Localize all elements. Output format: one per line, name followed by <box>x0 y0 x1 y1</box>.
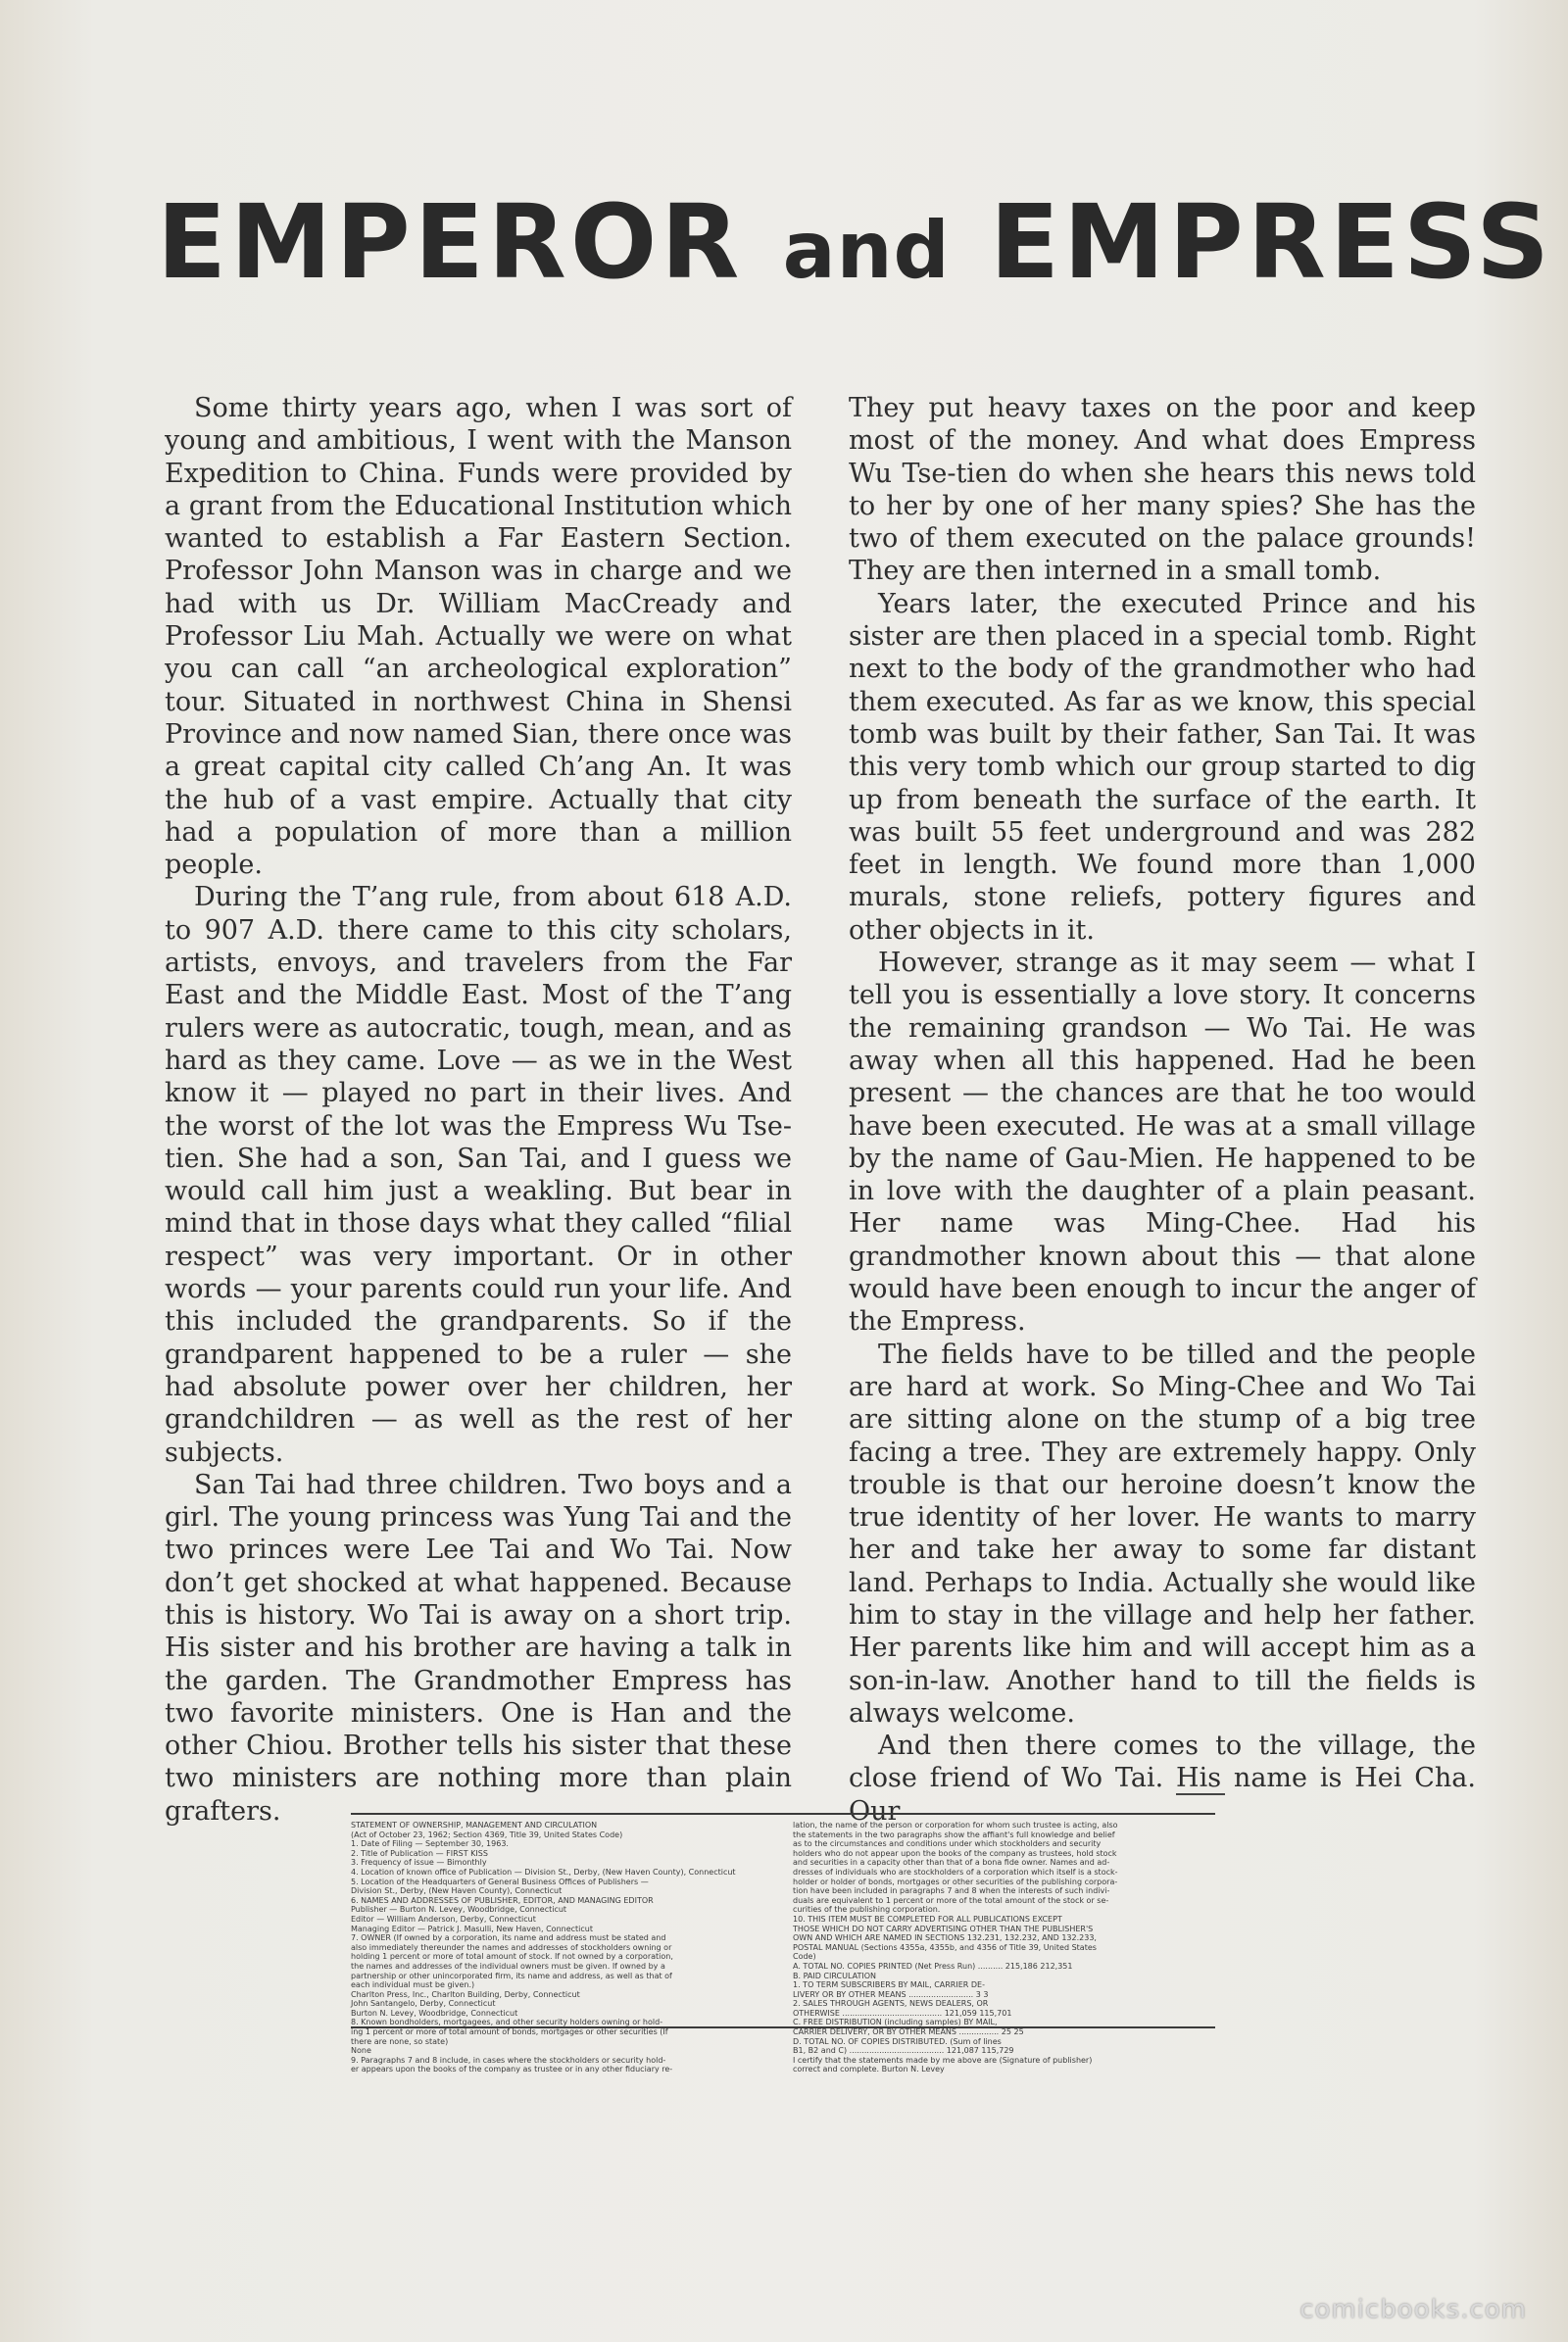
paragraph: Years later, the executed Prince and his sister are then placed in a special tomb. Right next to the body of the grandmother who had them executed. As far as we know, this special tomb was built by their father, San Tai. It was this very tomb which our group started to dig up from beneath the surface of the earth. It was built 55 feet underground and was 282 feet in length. We found more than 1,000 murals, stone reliefs, pottery figures and other objects in it. <box>849 588 1476 946</box>
statement-line: the statements in the two paragraphs show the affiant's full knowledge and belief <box>793 1830 1115 1839</box>
paragraph: They put heavy taxes on the poor and keep most of the money. And what does Empress Wu Tse-tien do when she hears this news told to her by one of her many spies? She has the two of them executed on the palace grounds! They are then interned in a small tomb. <box>849 393 1476 587</box>
paragraph: And then there comes to the village, the close friend of Wo Tai. His name is Hei Cha. Our <box>849 1731 1476 1827</box>
statement-line: 1. TO TERM SUBSCRIBERS BY MAIL, CARRIER DE- <box>793 1980 985 1990</box>
statement-line: also immediately thereunder the names and addresses of stockholders owning or <box>351 1942 672 1952</box>
title-word-and: and <box>782 205 951 296</box>
title-word-emperor: EMPEROR <box>157 182 744 302</box>
statement-line: 2. SALES THROUGH AGENTS, NEWS DEALERS, OR <box>793 1999 989 2009</box>
statement-line: A. TOTAL NO. COPIES PRINTED (Net Press Run) .......... 215,186 212,351 <box>793 1961 1073 1971</box>
statement-line: the names and addresses of the individual owners must be given. If owned by a <box>351 1961 665 1971</box>
statement-line: er appears upon the books of the company as trustee or in any other fiduciary re- <box>351 2065 673 2074</box>
statement-line: None <box>351 2046 371 2056</box>
statement-line: Charlton Press, Inc., Charlton Building, Derby, Connecticut <box>351 1989 580 1999</box>
statement-line: LIVERY OR BY OTHER MEANS .......................... 3 3 <box>793 1989 989 1999</box>
statement-line: Managing Editor — Patrick J. Masulli, New Haven, Connecticut <box>351 1924 593 1933</box>
statement-line: THOSE WHICH DO NOT CARRY ADVERTISING OTHER THAN THE PUBLISHER'S <box>793 1924 1094 1933</box>
paragraph: During the T’ang rule, from about 618 A.D. to 907 A.D. there came to this city scholars, artists, envoys, and travelers from the Far East and the Middle East. Most of the T’ang rulers were as autocratic, tough, mean, and as hard as they came. Love — as we in the West know it — played no part in their lives. And the worst of the lot was the Empress Wu Tse-tien. She had a son, San Tai, and I guess we would call him just a weakling. But bear in mind that in those days what they called “filial respect” was very important. Or in other words — your parents could run your life. And this included the grandparents. So if the grandparent happened to be a ruler — she had absolute power over her children, her grandchildren — as well as the rest of her subjects. <box>165 882 792 1468</box>
statement-line: as to the circumstances and conditions under which stockholders and security <box>793 1839 1102 1849</box>
statement-line: Burton N. Levey, Woodbridge, Connecticut <box>351 2008 518 2018</box>
statement-line: dresses of individuals who are stockholders of a corporation which itself is a stock- <box>793 1867 1118 1877</box>
paragraph: Some thirty years ago, when I was sort of young and ambitious, I went with the Manson Expedition to China. Funds were provided by a grant from the Educational Institution which wanted to establish a Far Eastern Section. Professor John Manson was in charge and we had with us Dr. William MacCready and Professor Liu Mah. Actually we were on what you can call “an archeological exploration” tour. Situated in northwest China in Shensi Province and now named Sian, there once was a great capital city called Ch’ang An. It was the hub of a vast empire. Actually that city had a population of more than a million people. <box>165 393 792 881</box>
statement-line: 9. Paragraphs 7 and 8 include, in cases where the stockholders or security hold- <box>351 2055 666 2065</box>
statement-line: John Santangelo, Derby, Connecticut <box>351 1999 496 2009</box>
statement-line: partnership or other unincorporated firm, its name and address, as well as that of <box>351 1971 672 1980</box>
statement-line: holder or holder of bonds, mortgages or other securities of the publishing corpora- <box>793 1877 1118 1886</box>
statement-line: and securities in a capacity other than that of a bona fide owner. Names and ad- <box>793 1858 1110 1868</box>
statement-right-column <box>793 1821 1215 2074</box>
divider <box>1176 1793 1225 1795</box>
statement-line: STATEMENT OF OWNERSHIP, MANAGEMENT AND CIRCULATION <box>351 1821 598 1830</box>
statement-line: OTHERWISE ........................................ 121,059 115,701 <box>793 2008 1012 2018</box>
statement-line: 10. THIS ITEM MUST BE COMPLETED FOR ALL PUBLICATIONS EXCEPT <box>793 1914 1062 1924</box>
statement-line: duals are equivalent to 1 percent or more of the total amount of the stock or se- <box>793 1895 1109 1905</box>
statement-line: Publisher — Burton N. Levey, Woodbridge, Connecticut <box>351 1905 567 1915</box>
statement-line: CARRIER DELIVERY, OR BY OTHER MEANS ................ 25 25 <box>793 2027 1024 2037</box>
statement-line: there are none, so state) <box>351 2036 449 2046</box>
statement-line: Editor — William Anderson, Derby, Connecticut <box>351 1914 536 1924</box>
statement-line: Division St., Derby, (New Haven County), Connecticut <box>351 1886 563 1896</box>
site-watermark: comicbooks.com <box>1299 2295 1527 2324</box>
statement-line: 4. Location of known office of Publication — Division St., Derby, (New Haven County), Connecticut <box>351 1867 736 1877</box>
statement-line: B. PAID CIRCULATION <box>793 1971 876 1980</box>
statement-line: 8. Known bondholders, mortgagees, and other security holders owning or hold- <box>351 2018 663 2027</box>
title-word-empress: EMPRESS <box>990 182 1554 302</box>
statement-line: I certify that the statements made by me above are (Signature of publisher) <box>793 2055 1093 2065</box>
statement-left-column <box>351 1821 773 2074</box>
statement-line: correct and complete. Burton N. Levey <box>793 2065 945 2074</box>
paragraph: San Tai had three children. Two boys and a girl. The young princess was Yung Tai and the two princes were Lee Tai and Wo Tai. Now don’t get shocked at what happened. Because this is history. Wo Tai is away on a short trip. His sister and his brother are having a talk in the garden. The Grandmother Empress has two favorite ministers. One is Han and the other Chiou. Brother tells his sister that these two ministers are nothing more than plain grafters. <box>165 1469 792 1827</box>
ownership-statement <box>351 1813 1215 2074</box>
paragraph: The fields have to be tilled and the people are hard at work. So Ming-Chee and Wo Tai are sitting alone on the stump of a big tree facing a tree. They are extremely happy. Only trouble is that our heroine doesn’t know the true identity of her lover. He wants to marry her and take her away to some far distant land. Perhaps to India. Actually she would like him to stay in the village and help her father. Her parents like him and will accept him as a son-in-law. Another hand to till the fields is always welcome. <box>849 1339 1476 1729</box>
left-text-column <box>165 392 792 1828</box>
statement-line: each individual must be given.) <box>351 1980 475 1990</box>
statement-line: 1. Date of Filing — September 30, 1963. <box>351 1839 509 1849</box>
statement-line: (Act of October 23, 1962; Section 4369, Title 39, United States Code) <box>351 1830 623 1839</box>
statement-line: POSTAL MANUAL (Sections 4355a, 4355b, and 4356 of Title 39, United States <box>793 1942 1097 1952</box>
statement-line: lation, the name of the person or corporation for whom such trustee is acting, also <box>793 1821 1118 1830</box>
right-text-column <box>849 392 1476 1828</box>
statement-line: curities of the publishing corporation. <box>793 1905 941 1915</box>
statement-line: 7. OWNER (If owned by a corporation, its name and address must be stated and <box>351 1933 666 1943</box>
statement-line: C. FREE DISTRIBUTION (including samples) BY MAIL, <box>793 2018 998 2027</box>
statement-line: 5. Location of the Headquarters of General Business Offices of Publishers — <box>351 1877 649 1886</box>
statement-line: Code) <box>793 1952 816 1962</box>
paragraph: However, strange as it may seem — what I tell you is essentially a love story. It concerns the remaining grandson — Wo Tai. He was away when all this happened. Had he been present — the chances are that he too would have been executed. He was at a small village by the name of Gau-Mien. He happened to be in love with the daughter of a plain peasant. Her name was Ming-Chee. Had his grandmother known about this — that alone would have been enough to incur the anger of the Empress. <box>849 948 1476 1338</box>
statement-line: 3. Frequency of issue — Bimonthly <box>351 1858 487 1868</box>
statement-line: ing 1 percent or more of total amount of bonds, mortgages or other securities (If <box>351 2027 668 2037</box>
statement-line: tion have been included in paragraphs 7 and 8 when the interests of such indivi- <box>793 1886 1110 1896</box>
statement-line: 6. NAMES AND ADDRESSES OF PUBLISHER, EDITOR, AND MANAGING EDITOR <box>351 1895 654 1905</box>
statement-line: holding 1 percent or more of total amount of stock. If not owned by a corporation, <box>351 1952 673 1962</box>
statement-line: 2. Title of Publication — FIRST KISS <box>351 1848 488 1858</box>
statement-line: B1, B2 and C) ...................................... 121,087 115,729 <box>793 2046 1014 2056</box>
statement-line: D. TOTAL NO. OF COPIES DISTRIBUTED. (Sum of lines <box>793 2036 1002 2046</box>
statement-line: OWN AND WHICH ARE NAMED IN SECTIONS 132.231, 132.232, AND 132.233, <box>793 1933 1097 1943</box>
story-title <box>157 182 1554 302</box>
statement-line: holders who do not appear upon the books of the company as trustees, hold stock <box>793 1848 1117 1858</box>
